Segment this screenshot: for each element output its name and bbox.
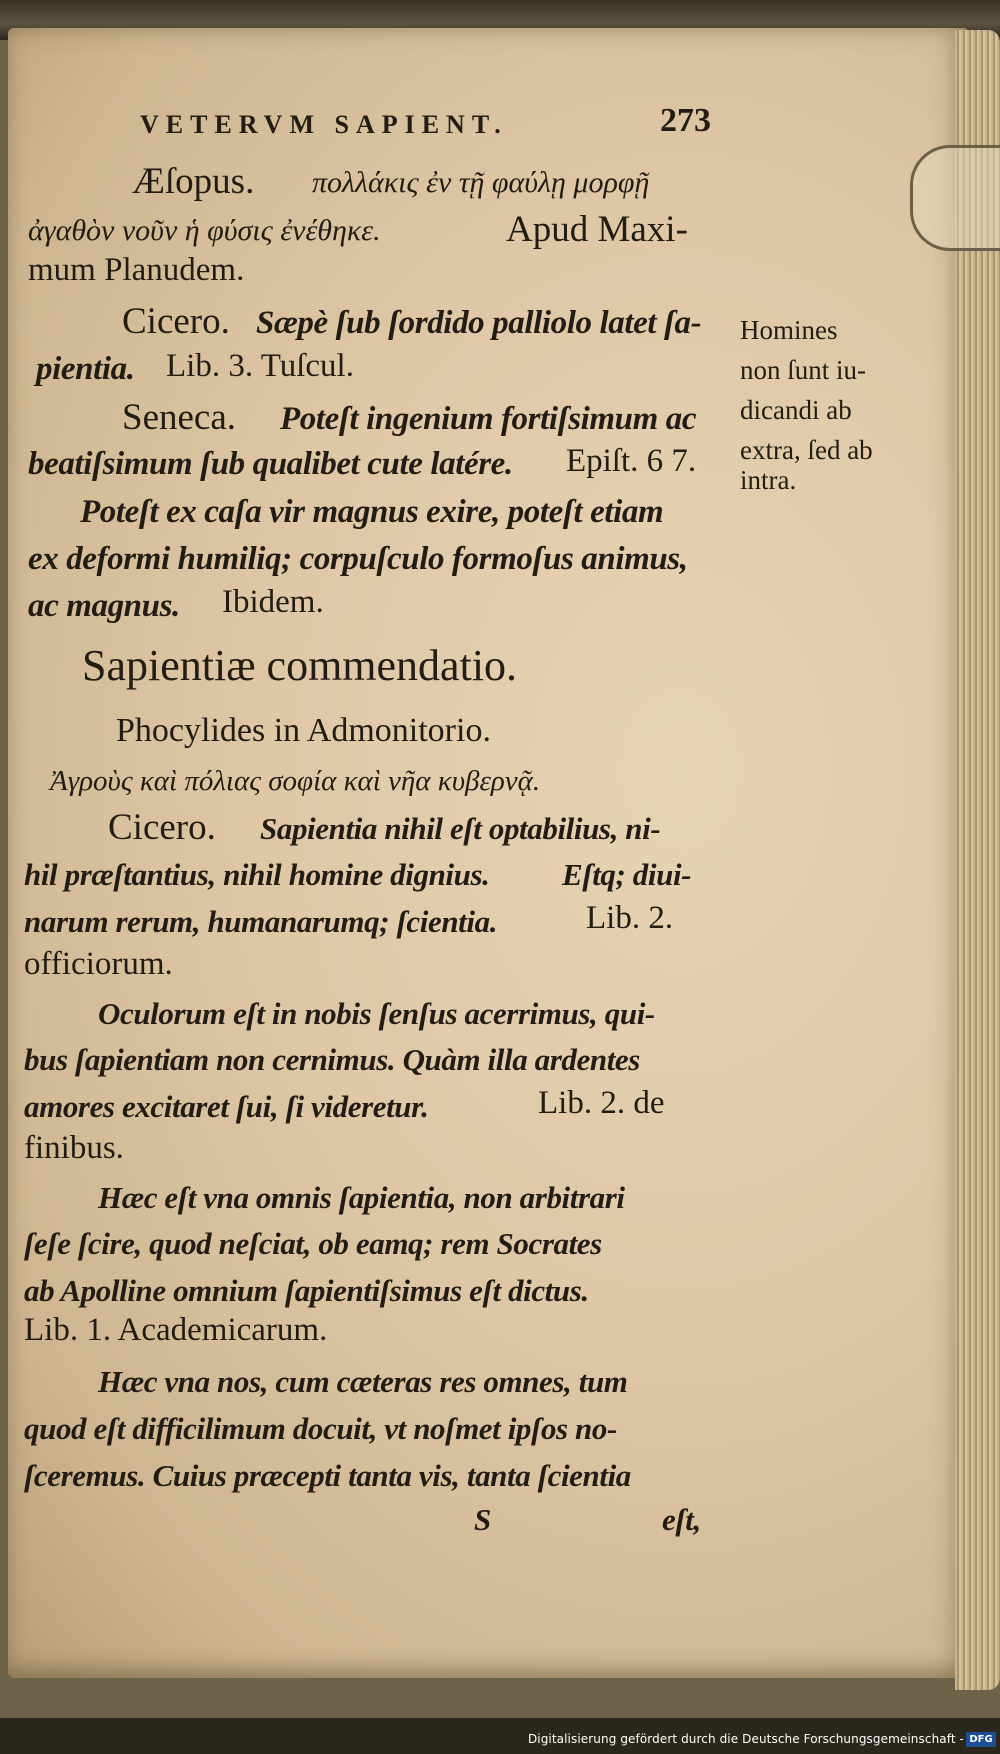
page-edges: [955, 30, 1000, 1690]
seneca-quote-line-2: beatiſsimum ſub qualibet cute latére.: [28, 446, 513, 482]
haec-reference: Lib. 1. Academicarum.: [24, 1312, 328, 1348]
cicero-quote-line-2: pientia.: [36, 351, 135, 387]
margin-note-line: dicandi ab: [740, 395, 852, 425]
seneca-reference: Epiſt. 6 7.: [566, 443, 697, 479]
aesopus-source: Apud Maxi-: [506, 209, 688, 250]
cicero2-reference: Lib. 2.: [586, 900, 674, 936]
haec-line-1: Hæc eſt vna omnis ſapientia, non arbitrari: [98, 1180, 625, 1215]
margin-note-line: extra, ſed ab: [740, 435, 873, 465]
section-heading: Sapientiæ commendatio.: [82, 641, 518, 690]
greek-quote-line-1: πολλάκις ἐν τῇ φαύλῃ μορφῇ: [312, 166, 650, 199]
author-cicero-2: Cicero.: [108, 807, 216, 848]
cicero2-line-1: Sapientia nihil eſt optabilius, ni-: [260, 811, 661, 846]
scan-footer-bar: [0, 1718, 1000, 1754]
vna-line-3: ſceremus. Cuius præcepti tanta vis, tanta ſcientia: [24, 1458, 631, 1493]
seneca-quote-line-1: Poteſt ingenium fortiſsimum ac: [280, 401, 697, 437]
page-clip: [910, 145, 1000, 251]
seneca-quote-line-5: ac magnus.: [28, 588, 180, 624]
cicero2-reference-cont: officiorum.: [24, 946, 173, 982]
margin-note: [740, 310, 873, 500]
author-seneca: Seneca.: [122, 397, 237, 438]
cicero2-line-2b: Eſtq; diui-: [562, 857, 692, 892]
page-number: 273: [660, 102, 711, 139]
haec-line-3: ab Apolline omnium ſapientiſsimus eſt dictus.: [24, 1273, 589, 1308]
oculorum-line-3: amores excitaret ſui, ſi videretur.: [24, 1089, 429, 1124]
oculorum-reference-cont: finibus.: [24, 1130, 124, 1166]
seneca-quote-line-3: Poteſt ex caſa vir magnus exire, poteſt etiam: [80, 494, 664, 530]
seneca-ibidem: Ibidem.: [222, 584, 324, 620]
section-greek-quote: Ἀγροὺς καὶ πόλιας σοφία καὶ νῆα κυβερνᾷ.: [50, 765, 541, 797]
haec-line-2: ſeſe ſcire, quod neſciat, ob eamq; rem Socrates: [24, 1226, 602, 1261]
greek-quote-line-2: ἀγαθὸν νοῦν ἡ φύσις ἐνέθηκε.: [28, 214, 381, 247]
dfg-logo: DFG: [966, 1732, 996, 1747]
aesopus-source-cont: mum Planudem.: [28, 252, 245, 288]
margin-note-line: non ſunt iu-: [740, 355, 866, 385]
vna-line-1: Hæc vna nos, cum cæteras res omnes, tum: [98, 1364, 628, 1399]
margin-note-line: intra.: [740, 465, 797, 495]
author-aesopus: Æſopus.: [132, 161, 255, 202]
cicero2-line-2: hil præſtantius, nihil homine dignius.: [24, 857, 490, 892]
margin-note-line: Homines: [740, 315, 838, 345]
author-cicero: Cicero.: [122, 301, 230, 342]
seneca-quote-line-4: ex deformi humiliq; corpuſculo formoſus animus,: [28, 541, 688, 577]
cicero2-line-3: narum rerum, humanarumq; ſcientia.: [24, 904, 498, 939]
section-subheading: Phocylides in Admonitorio.: [116, 712, 491, 749]
oculorum-reference: Lib. 2. de: [538, 1085, 665, 1121]
oculorum-line-1: Oculorum eſt in nobis ſenſus acerrimus, qui-: [98, 996, 655, 1031]
cicero-quote-line-1: Sæpè ſub ſordido palliolo latet ſa-: [256, 305, 702, 341]
cicero-reference: Lib. 3. Tuſcul.: [166, 348, 354, 384]
catchword: eſt,: [662, 1502, 701, 1537]
oculorum-line-2: bus ſapientiam non cernimus. Quàm illa ardentes: [24, 1042, 640, 1077]
running-title: VETERVM SAPIENT.: [140, 110, 508, 139]
vna-line-2: quod eſt difficilimum docuit, vt noſmet ipſos no-: [24, 1411, 617, 1446]
digitization-credit: Digitalisierung gefördert durch die Deutsche Forschungsgemeinschaft -: [527, 1732, 964, 1746]
signature-mark: S: [474, 1502, 491, 1537]
